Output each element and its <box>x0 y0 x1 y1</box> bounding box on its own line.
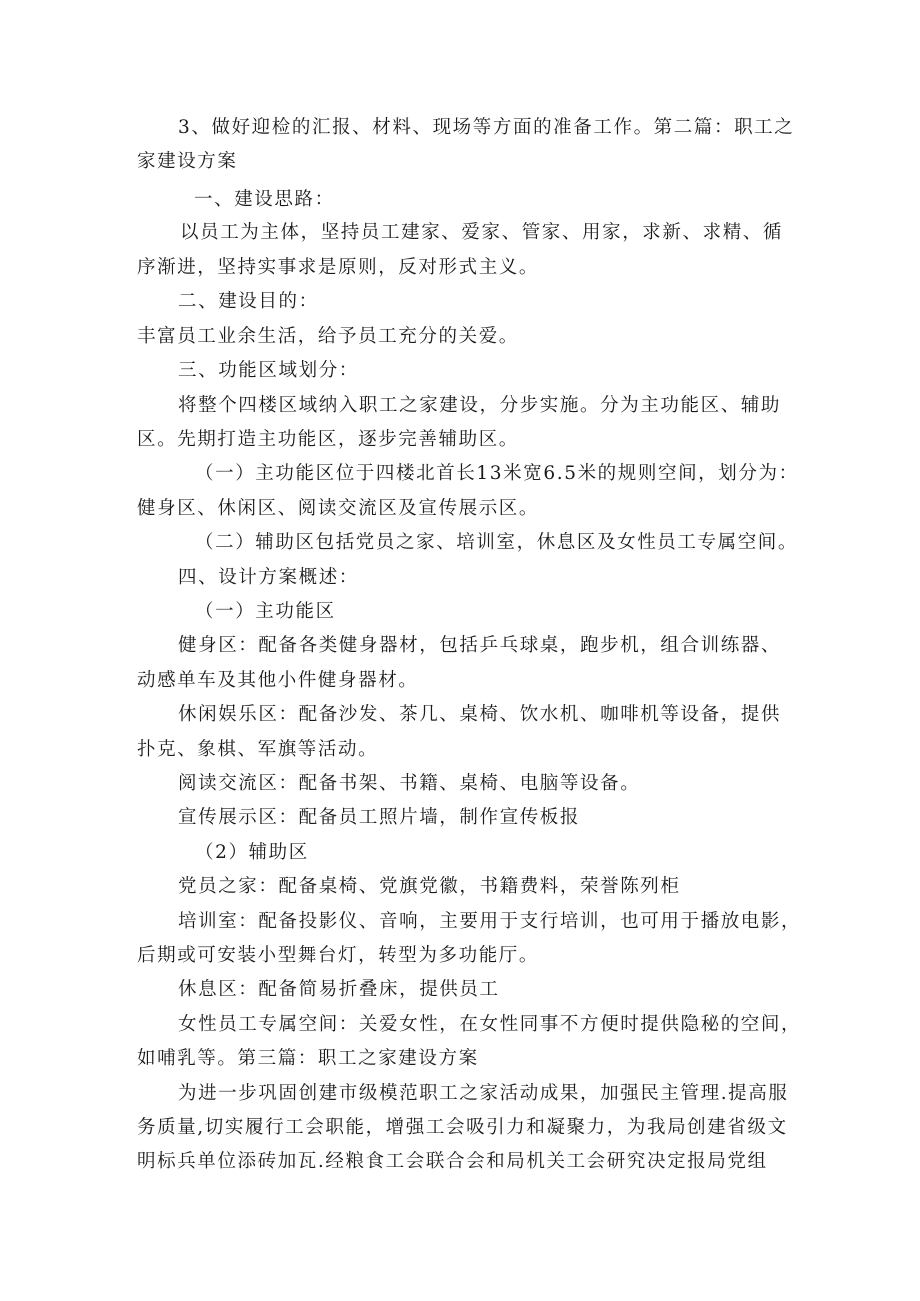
text-line: 扑克、象棋、军旗等活动。 <box>137 739 379 760</box>
text-line: 将整个四楼区域纳入职工之家建设，分步实施。分为主功能区、辅助 <box>178 395 782 416</box>
text-line: 3、做好迎检的汇报、材料、现场等方面的准备工作。第二篇：职工之 <box>178 117 795 138</box>
section-heading: 一、建设思路： <box>194 189 335 210</box>
text-line: 明标兵单位添砖加瓦.经粮食工会联合会和局机关工会研究决定报局党组 <box>137 1151 768 1172</box>
text-line: 如哺乳等。第三篇：职工之家建设方案 <box>137 1048 479 1069</box>
text-line: 宣传展示区：配备员工照片墙，制作宣传板报 <box>178 807 581 828</box>
text-line: 动感单车及其他小件健身器材。 <box>137 670 419 691</box>
text-line: 休息区：配备简易折叠床，提供员工 <box>178 979 500 1000</box>
subsection-heading: （一）主功能区 <box>195 601 336 622</box>
section-heading: 三、功能区域划分： <box>178 360 359 381</box>
text-line: 务质量,切实履行工会职能，增强工会吸引力和凝聚力，为我局创建省级文 <box>137 1117 788 1138</box>
text-line: 休闲娱乐区：配备沙发、茶几、桌椅、饮水机、咖啡机等设备，提供 <box>178 704 782 725</box>
text-line: 健身区：配备各类健身器材，包括乒乓球桌，跑步机，组合训练器、 <box>178 635 782 656</box>
text-line: （二）辅助区包括党员之家、培训室，休息区及女性员工专属空间。 <box>195 532 799 553</box>
section-heading: 四、设计方案概述： <box>178 567 359 588</box>
text-line: 后期或可安装小型舞台灯，转型为多功能厅。 <box>137 945 540 966</box>
subsection-heading: （2）辅助区 <box>195 842 309 863</box>
section-heading: 二、建设目的： <box>178 291 319 312</box>
text-line: 健身区、休闲区、阅读交流区及宣传展示区。 <box>137 498 540 519</box>
text-line: （一）主功能区位于四楼北首长13米宽6.5米的规则空间，划分为： <box>195 463 799 484</box>
text-line: 阅读交流区：配备书架、书籍、桌椅、电脑等设备。 <box>178 773 641 794</box>
text-line: 以员工为主体，坚持员工建家、爱家、管家、用家，求新、求精、循 <box>180 222 784 243</box>
text-line: 家建设方案 <box>137 151 238 172</box>
text-line: 女性员工专属空间：关爱女性，在女性同事不方便时提供隐秘的空间， <box>178 1014 802 1035</box>
text-line: 党员之家：配备桌椅、党旗党徽，书籍费料，荣誉陈列柜 <box>178 876 681 897</box>
text-line: 为进一步巩固创建市级模范职工之家活动成果，加强民主管理.提高服 <box>178 1083 789 1104</box>
text-line: 丰富员工业余生活，给予员工充分的关爱。 <box>137 326 519 347</box>
text-line: 序渐进，坚持实事求是原则，反对形式主义。 <box>137 257 540 278</box>
text-line: 培训室：配备投影仪、音响，主要用于支行培训，也可用于播放电影， <box>178 911 802 932</box>
text-line: 区。先期打造主功能区，逐步完善辅助区。 <box>137 429 519 450</box>
